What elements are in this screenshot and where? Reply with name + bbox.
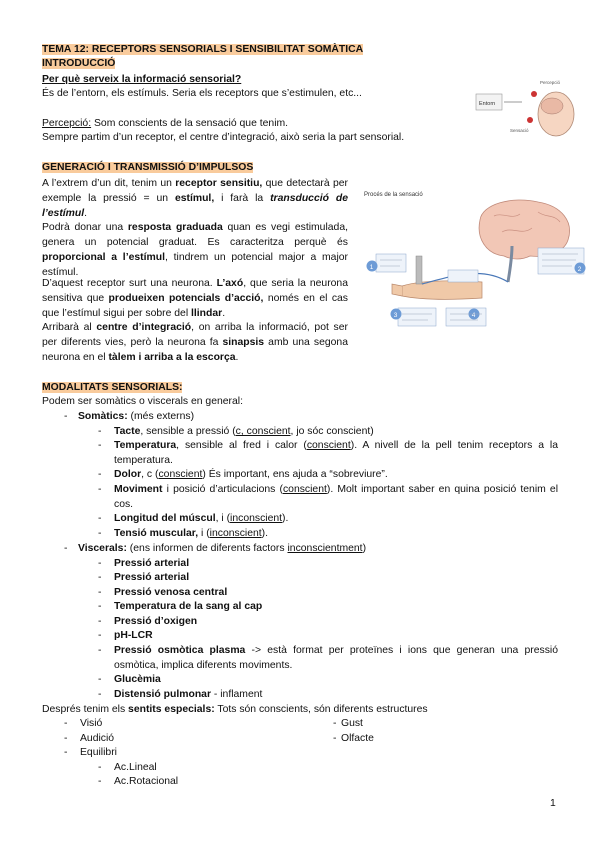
list-item: Visió bbox=[80, 718, 103, 729]
section-heading-generacio: GENERACIÓ I TRANSMISSIÓ D’IMPULSOS bbox=[42, 162, 254, 173]
svg-text:4: 4 bbox=[471, 312, 476, 319]
list-item: Pressió osmòtica plasma -> està format per proteïnes i ions que generan una pressió osmòtica, implica diferents moviments. bbox=[114, 645, 558, 671]
list-bullet: - bbox=[64, 718, 68, 729]
intro-figure bbox=[470, 72, 582, 144]
list-item: Pressió arterial bbox=[114, 558, 190, 569]
list-bullet: - bbox=[98, 469, 102, 480]
list-item: Audició bbox=[80, 733, 115, 744]
list-bullet: - bbox=[98, 528, 102, 539]
intro-question: Per què serveix la informació sensorial? bbox=[42, 74, 242, 85]
figure-title: Procés de la sensació bbox=[364, 192, 423, 198]
list-item: Longitud del múscul, i (inconscient). bbox=[114, 513, 289, 524]
entorn-label: Entorn bbox=[479, 101, 496, 107]
list-item: Gust bbox=[341, 718, 363, 729]
list-item: Distensió pulmonar - inflament bbox=[114, 689, 263, 700]
section-heading-introduccio: INTRODUCCIÓ bbox=[42, 58, 116, 69]
list-item: Olfacte bbox=[341, 733, 374, 744]
section-heading-modalitats: MODALITATS SENSORIALS: bbox=[42, 382, 183, 393]
list-bullet: - bbox=[98, 440, 102, 451]
generacio-p2: Podrà donar una resposta graduada quan es vegi estimulada, genera un potencial graduat. Es caracteritza perquè és proporcional a l’estímul, tindrem un potencial major a major estímul. bbox=[42, 222, 348, 278]
modalitats-intro: Podem ser somàtics o viscerals en general: bbox=[42, 396, 243, 407]
info-box-bottom-mid bbox=[446, 308, 486, 326]
generacio-p3: D’aquest receptor surt una neurona. L’axó, que seria la neurona sensitiva que produeixen potencials d’acció, només en el cas que l’estímul sigui per sobre del llindar. bbox=[42, 278, 348, 319]
list-item: Moviment i posició d’articulacions (conscient). Molt important saber en quina posició tenim el cos. bbox=[114, 484, 558, 510]
list-bullet: - bbox=[98, 572, 102, 583]
info-box-bottom-left bbox=[398, 308, 436, 326]
svg-text:3: 3 bbox=[393, 312, 398, 319]
somatics-item: Somàtics: (més externs) bbox=[78, 411, 195, 422]
list-bullet: - bbox=[98, 689, 102, 700]
list-item: Pressió d’oxigen bbox=[114, 616, 198, 627]
especials-line: Després tenim els sentits especials: Tots són conscients, són diferents estructures bbox=[42, 704, 428, 715]
page-title: TEMA 12: RECEPTORS SENSORIALS I SENSIBILITAT SOMÀTICA bbox=[42, 44, 364, 55]
generacio-p1: A l’extrem d’un dit, tenim un receptor sensitiu, que detectarà per exemple la pressió = un estímul, i farà la transducció de l’estímul. bbox=[42, 178, 349, 219]
generacio-p4: Arribarà al centre d’integració, on arriba la informació, pot ser per diferents vies, però la neurona fa sinapsis amb una segona neurona en el tàlem i arriba a la escorça. bbox=[42, 322, 348, 363]
list-bullet: - bbox=[98, 484, 102, 495]
list-bullet: - bbox=[98, 513, 102, 524]
list-bullet: - bbox=[98, 630, 102, 641]
stimulus-probe bbox=[416, 256, 422, 284]
list-bullet: - bbox=[98, 426, 102, 437]
list-item: Tacte, sensible a pressió (c, conscient, jo sóc conscient) bbox=[114, 426, 374, 437]
list-bullet: - bbox=[98, 601, 102, 612]
brain-shape bbox=[541, 98, 563, 114]
list-item: Pressió arterial bbox=[114, 572, 190, 583]
list-item: Glucèmia bbox=[114, 674, 161, 685]
sensacio-label: Sensació bbox=[510, 128, 529, 133]
intro-answer: És de l’entorn, els estímuls. Seria els receptors que s’estimulen, etc... bbox=[42, 88, 362, 99]
list-item: Tensió muscular, i (inconscient). bbox=[114, 528, 269, 539]
list-bullet: - bbox=[64, 411, 68, 422]
svg-text:2: 2 bbox=[577, 266, 582, 273]
list-bullet: - bbox=[98, 776, 102, 787]
list-bullet: - bbox=[98, 558, 102, 569]
list-bullet: - bbox=[64, 543, 68, 554]
info-box-mid bbox=[448, 270, 478, 282]
arm-illustration bbox=[402, 281, 482, 300]
list-item: Temperatura, sensible al fred i calor (conscient). A nivell de la pell tenim receptors a la temperatura. bbox=[114, 440, 558, 466]
list-item: Temperatura de la sang al cap bbox=[114, 601, 263, 612]
list-bullet: - bbox=[98, 674, 102, 685]
svg-text:1: 1 bbox=[369, 264, 374, 271]
list-item: Pressió venosa central bbox=[114, 587, 228, 598]
list-bullet: - bbox=[98, 587, 102, 598]
sensation-process-figure bbox=[362, 186, 588, 336]
list-bullet: - bbox=[333, 733, 337, 744]
perception-line: Percepció: Som conscients de la sensació que tenim. bbox=[42, 118, 289, 129]
list-bullet: - bbox=[98, 762, 102, 773]
intro-line2: Sempre partim d’un receptor, el centre d’integració, això seria la part sensorial. bbox=[42, 132, 405, 143]
percepcio-label: Percepció bbox=[540, 80, 561, 85]
list-item: Equilibri bbox=[80, 747, 117, 758]
list-item: pH-LCR bbox=[114, 630, 153, 641]
info-box-left bbox=[376, 254, 406, 272]
list-bullet: - bbox=[64, 733, 68, 744]
viscerals-item: Viscerals: (ens informen de diferents factors inconscientment) bbox=[78, 543, 367, 554]
list-bullet: - bbox=[333, 718, 337, 729]
list-bullet: - bbox=[98, 616, 102, 627]
list-item: Ac.Lineal bbox=[114, 762, 157, 773]
list-item: Ac.Rotacional bbox=[114, 776, 179, 787]
perception-label: Percepció: bbox=[42, 118, 92, 129]
list-bullet: - bbox=[98, 645, 102, 656]
page-number: 1 bbox=[550, 798, 556, 809]
list-bullet: - bbox=[64, 747, 68, 758]
list-item: Dolor, c (conscient) És important, ens ajuda a “sobreviure”. bbox=[114, 469, 388, 480]
